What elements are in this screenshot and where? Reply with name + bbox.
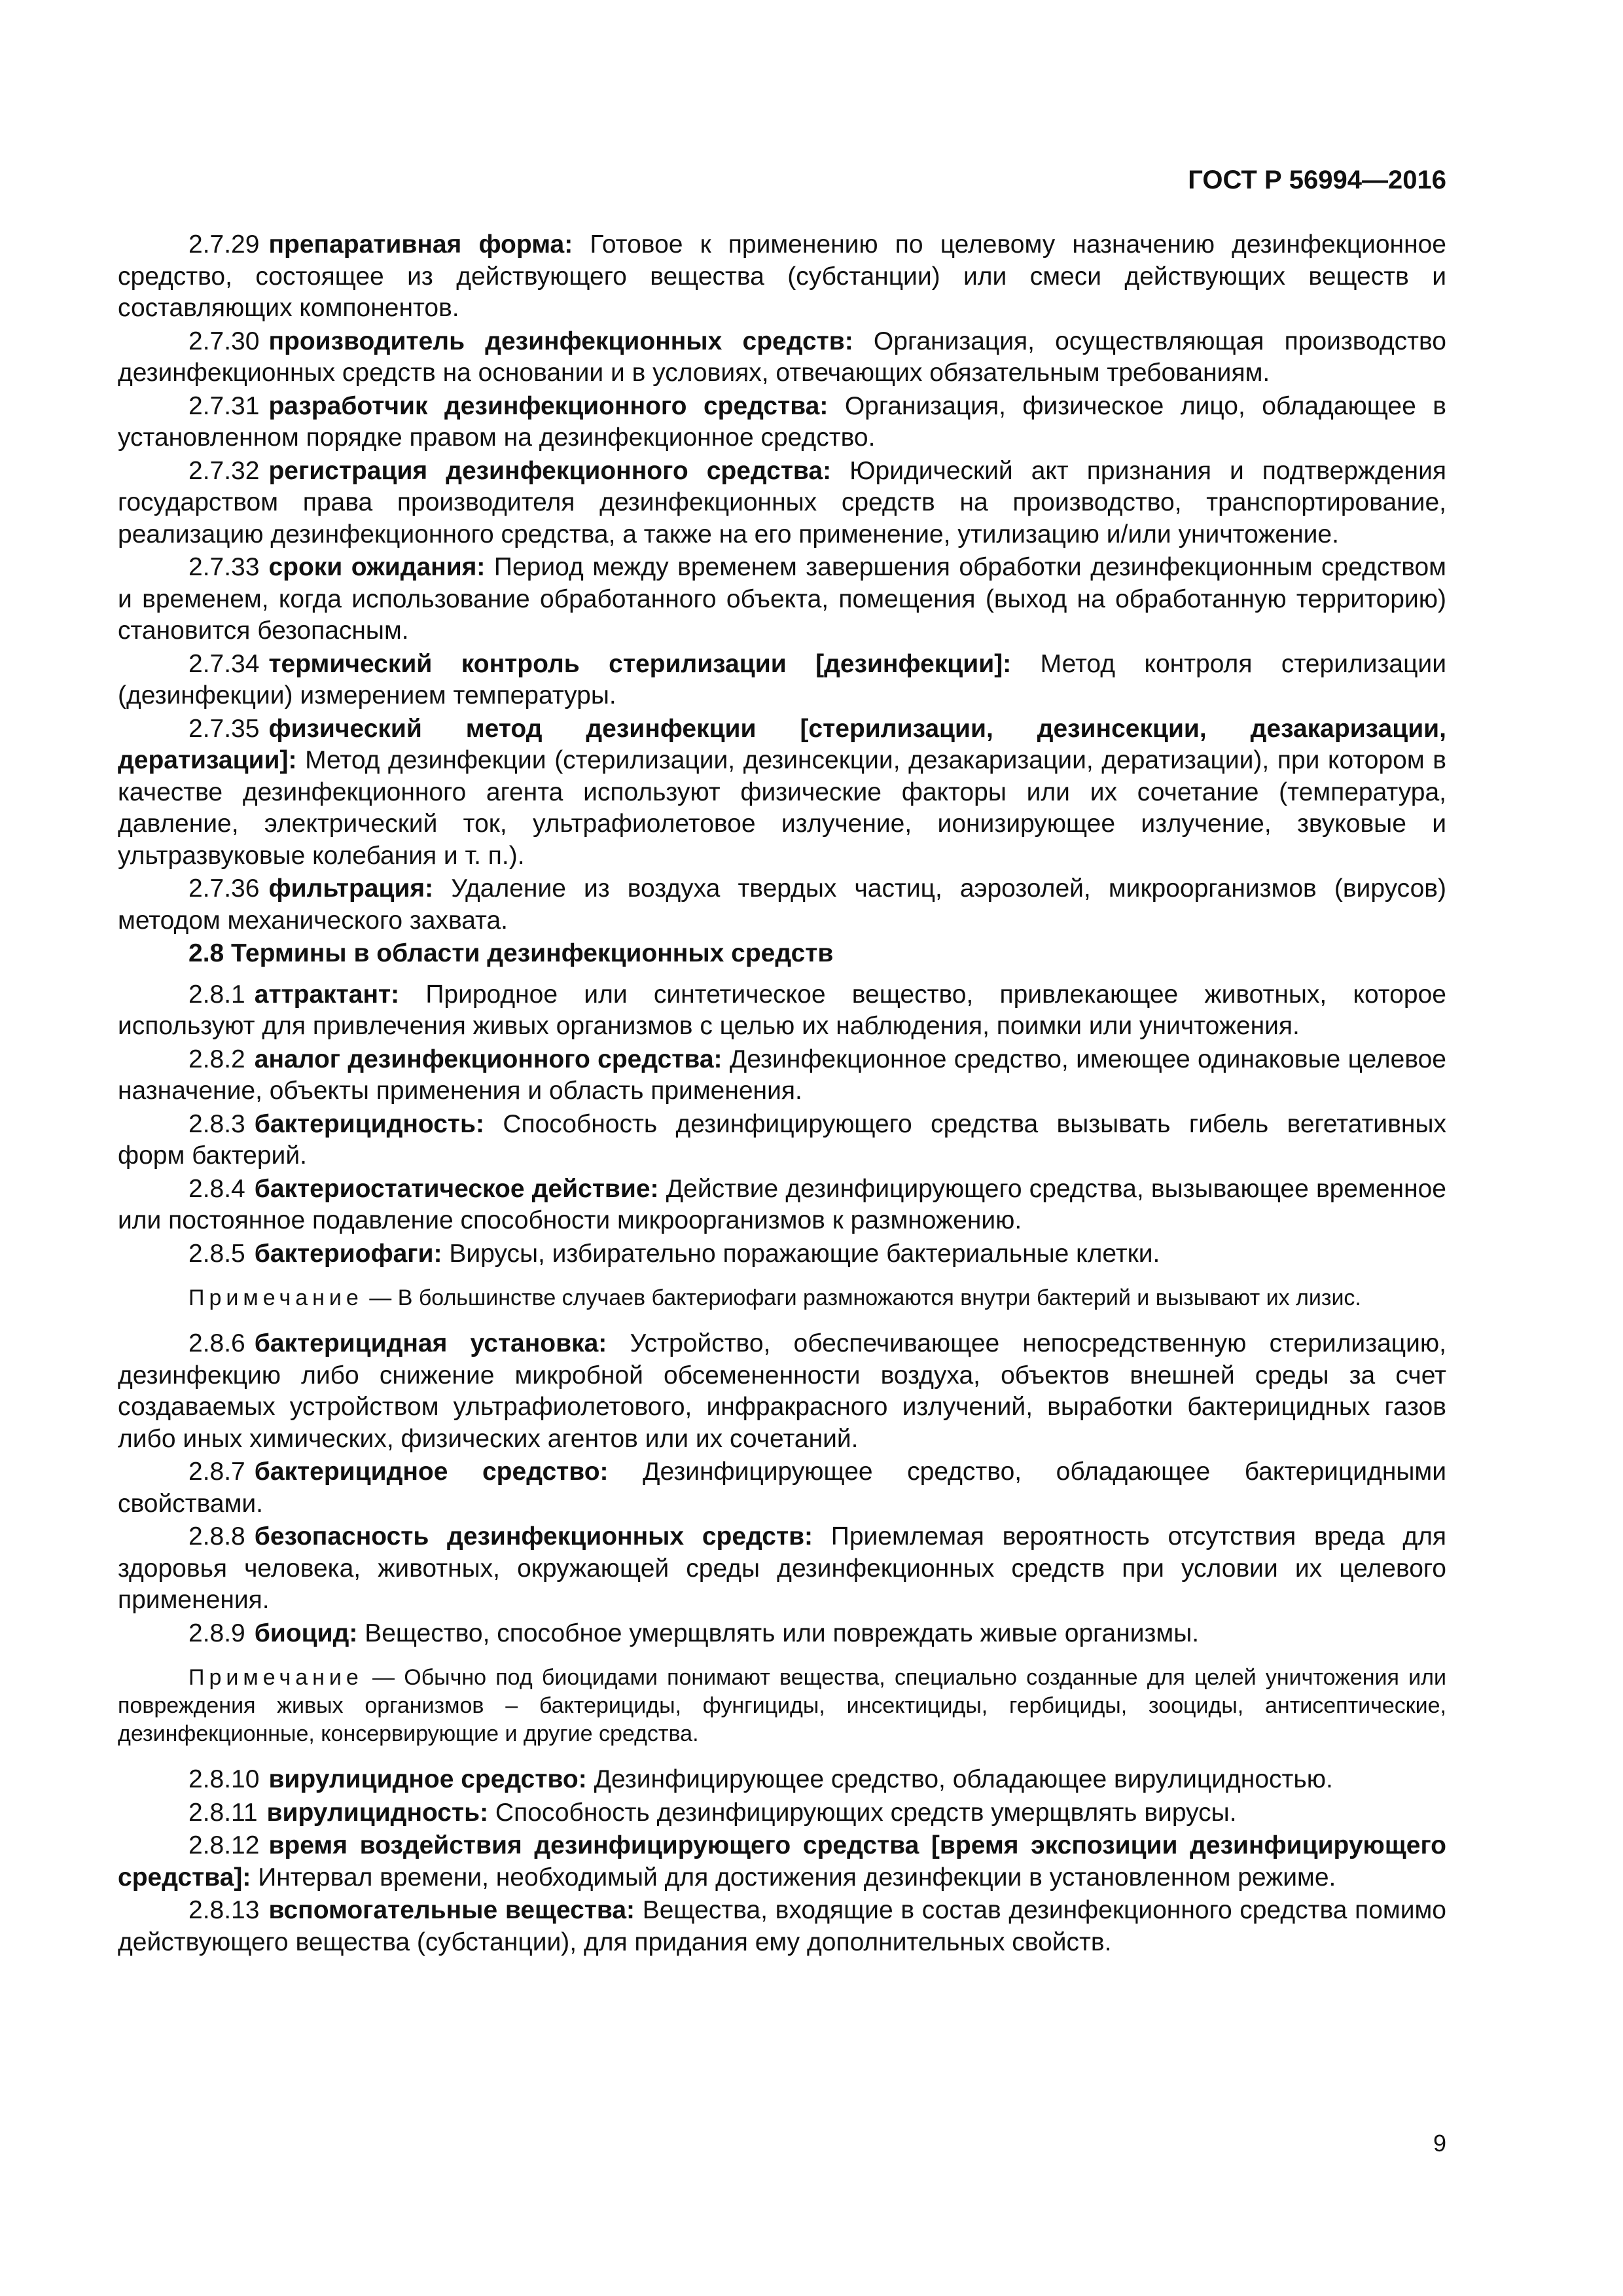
term-definition: Интервал времени, необходимый для достижения дезинфекции в установленном режиме.	[258, 1863, 1336, 1892]
term-entry	[118, 1618, 1446, 1650]
term-entry	[118, 1044, 1446, 1107]
term-definition: Метод контроля стерилизации (дезинфекции) измерением температуры.	[118, 649, 1446, 709]
term-name: разработчик дезинфекционного средства:	[268, 391, 829, 420]
term-name: бактерицидное средство:	[254, 1458, 609, 1486]
term-name: безопасность дезинфекционных средств:	[254, 1522, 813, 1551]
term-entry	[118, 1895, 1446, 1958]
document-body	[118, 229, 1446, 1958]
term-entry	[118, 1521, 1446, 1617]
term-definition: Метод дезинфекции (стерилизации, дезинсекции, дезакаризации, дератизации), при котором в качестве дезинфекционного агента используют физические факторы или их сочетание (температура, давление, электрический ток, ультрафиолетовое излучение, ионизирующее излучение, звуковые и ультразвуковые колебания и т. п.).	[118, 746, 1446, 870]
term-number: 2.7.33	[188, 553, 260, 581]
note	[118, 1284, 1446, 1312]
term-entry	[118, 713, 1446, 872]
note-text: Обычно под биоцидами понимают вещества, специально созданные для целей уничтожения или повреждения живых организмов – бактерициды, фунгициды, инсектициды, гербициды, зооциды, антисептические, дезинфекционные, консервирующие и другие средства.	[118, 1665, 1446, 1746]
term-entry	[118, 229, 1446, 325]
term-number: 2.8.10	[188, 1765, 260, 1793]
term-entry	[118, 1797, 1446, 1829]
term-name: бактерицидная установка:	[254, 1329, 607, 1357]
term-definition: Период между временем завершения обработки дезинфекционным средством и временем, когда использование обработанного объекта, помещения (выход на обработанную территорию) становится безопасным.	[118, 553, 1446, 645]
note	[118, 1664, 1446, 1748]
term-name: вирулицидность:	[266, 1798, 489, 1827]
term-name: бактериостатическое действие:	[254, 1174, 659, 1203]
term-number: 2.8.2	[188, 1045, 245, 1073]
term-definition: Дезинфекционное средство, имеющее одинаковые целевое назначение, объекты применения и область применения.	[118, 1045, 1446, 1105]
note-dash: —	[363, 1665, 404, 1690]
term-name: физический метод дезинфекции [стерилизации, дезинсекции, дезакаризации, дератизации]:	[118, 714, 1446, 774]
term-entry	[118, 1830, 1446, 1893]
term-name: аттрактант:	[254, 980, 400, 1009]
term-entry	[118, 873, 1446, 937]
term-name: биоцид:	[254, 1619, 358, 1647]
term-definition: Вирусы, избирательно поражающие бактериальные клетки.	[449, 1239, 1160, 1268]
term-number: 2.7.36	[188, 874, 260, 903]
term-entry	[118, 1764, 1446, 1796]
term-number: 2.8.1	[188, 980, 245, 1009]
term-name: аналог дезинфекционного средства:	[254, 1045, 722, 1073]
note-label: Примечание	[188, 1285, 363, 1310]
term-definition: Действие дезинфицирующего средства, вызывающее временное или постоянное подавление способности микроорганизмов к размножению.	[118, 1174, 1446, 1234]
term-definition: Организация, осуществляющая производство дезинфекционных средств на основании и в условиях, отвечающих обязательным требованиям.	[118, 327, 1446, 387]
term-number: 2.8.5	[188, 1239, 245, 1268]
term-name: производитель дезинфекционных средств:	[268, 327, 853, 355]
term-definition: Юридический акт признания и подтверждения государством права производителя дезинфекционных средств на производство, транспортирование, реализацию дезинфекционного средства, а также на его применение, утилизацию и/или уничтожение.	[118, 456, 1446, 548]
term-definition: Дезинфицирующее средство, обладающее вирулицидностью.	[594, 1765, 1333, 1793]
term-number: 2.8.12	[188, 1831, 260, 1859]
term-number: 2.8.13	[188, 1896, 260, 1924]
term-definition: Способность дезинфицирующих средств умерщвлять вирусы.	[495, 1798, 1237, 1827]
term-entry	[118, 1456, 1446, 1520]
section-heading: 2.8 Термины в области дезинфекционных средств	[188, 939, 834, 967]
term-definition: Природное или синтетическое вещество, привлекающее животных, которое используют для привлечения живых организмов с целью их наблюдения, поимки или уничтожения.	[118, 980, 1446, 1040]
term-entry	[118, 552, 1446, 647]
term-entry	[118, 456, 1446, 551]
term-entry	[118, 1109, 1446, 1172]
term-definition: Способность дезинфицирующего средства вызывать гибель вегетативных форм бактерий.	[118, 1109, 1446, 1170]
term-number: 2.8.4	[188, 1174, 245, 1203]
term-entry	[118, 1328, 1446, 1455]
term-name: препаративная форма:	[268, 230, 573, 259]
term-number: 2.8.8	[188, 1522, 245, 1551]
term-name: сроки ожидания:	[268, 553, 486, 581]
term-entry	[118, 1238, 1446, 1270]
term-number: 2.8.9	[188, 1619, 245, 1647]
term-definition: Вещества, входящие в состав дезинфекционного средства помимо действующего вещества (субстанции), для придания ему дополнительных свойств.	[118, 1896, 1447, 1956]
term-name: вирулицидное средство:	[268, 1765, 587, 1793]
term-definition: Вещество, способное умерщвлять или повреждать живые организмы.	[365, 1619, 1200, 1647]
note-label: Примечание	[188, 1665, 363, 1690]
term-name: бактериофаги:	[254, 1239, 442, 1268]
term-definition: Организация, физическое лицо, обладающее в установленном порядке правом на дезинфекционное средство.	[118, 391, 1446, 452]
term-definition: Готовое к применению по целевому назначению дезинфекционное средство, состоящее из действующего вещества (субстанции) или смеси действующих веществ и составляющих компонентов.	[118, 230, 1446, 322]
term-number: 2.7.34	[188, 649, 260, 678]
term-number: 2.8.11	[188, 1798, 258, 1827]
term-definition: Дезинфицирующее средство, обладающее бактерицидными свойствами.	[118, 1458, 1446, 1518]
term-name: фильтрация:	[268, 874, 434, 903]
document-code: ГОСТ Р 56994—2016	[1188, 166, 1446, 194]
term-number: 2.8.7	[188, 1458, 245, 1486]
term-entry	[118, 649, 1446, 712]
term-entry	[118, 326, 1446, 389]
term-number: 2.7.30	[188, 327, 260, 355]
term-entry	[118, 391, 1446, 454]
term-entry	[118, 979, 1446, 1043]
note-text: В большинстве случаев бактериофаги размножаются внутри бактерий и вызывают их лизис.	[397, 1285, 1361, 1310]
term-entry	[118, 1174, 1446, 1237]
term-number: 2.7.32	[188, 456, 260, 485]
term-number: 2.8.3	[188, 1109, 245, 1138]
page-number: 9	[1433, 2130, 1446, 2157]
term-definition: Устройство, обеспечивающее непосредственную стерилизацию, дезинфекцию либо снижение микробной обсемененности воздуха, объектов внешней среды за счет создаваемых устройством ультрафиолетового, инфракрасного излучений, выработки бактерицидных газов либо иных химических, физических агентов или их сочетаний.	[118, 1329, 1446, 1453]
term-number: 2.8.6	[188, 1329, 245, 1357]
term-definition: Приемлемая вероятность отсутствия вреда для здоровья человека, животных, окружающей среды дезинфекционных средств при условии их целевого применения.	[118, 1522, 1446, 1614]
term-name: регистрация дезинфекционного средства:	[268, 456, 832, 485]
term-number: 2.7.35	[188, 714, 260, 743]
term-name: время воздействия дезинфицирующего средства [время экспозиции дезинфицирующего средства]:	[118, 1831, 1446, 1892]
term-definition: Удаление из воздуха твердых частиц, аэрозолей, микроорганизмов (вирусов) методом механического захвата.	[118, 874, 1446, 935]
term-name: термический контроль стерилизации [дезинфекции]:	[268, 649, 1012, 678]
term-name: вспомогательные вещества:	[268, 1896, 635, 1924]
term-number: 2.7.29	[188, 230, 260, 259]
note-dash: —	[363, 1285, 398, 1310]
term-name: бактерицидность:	[254, 1109, 484, 1138]
term-number: 2.7.31	[188, 391, 260, 420]
